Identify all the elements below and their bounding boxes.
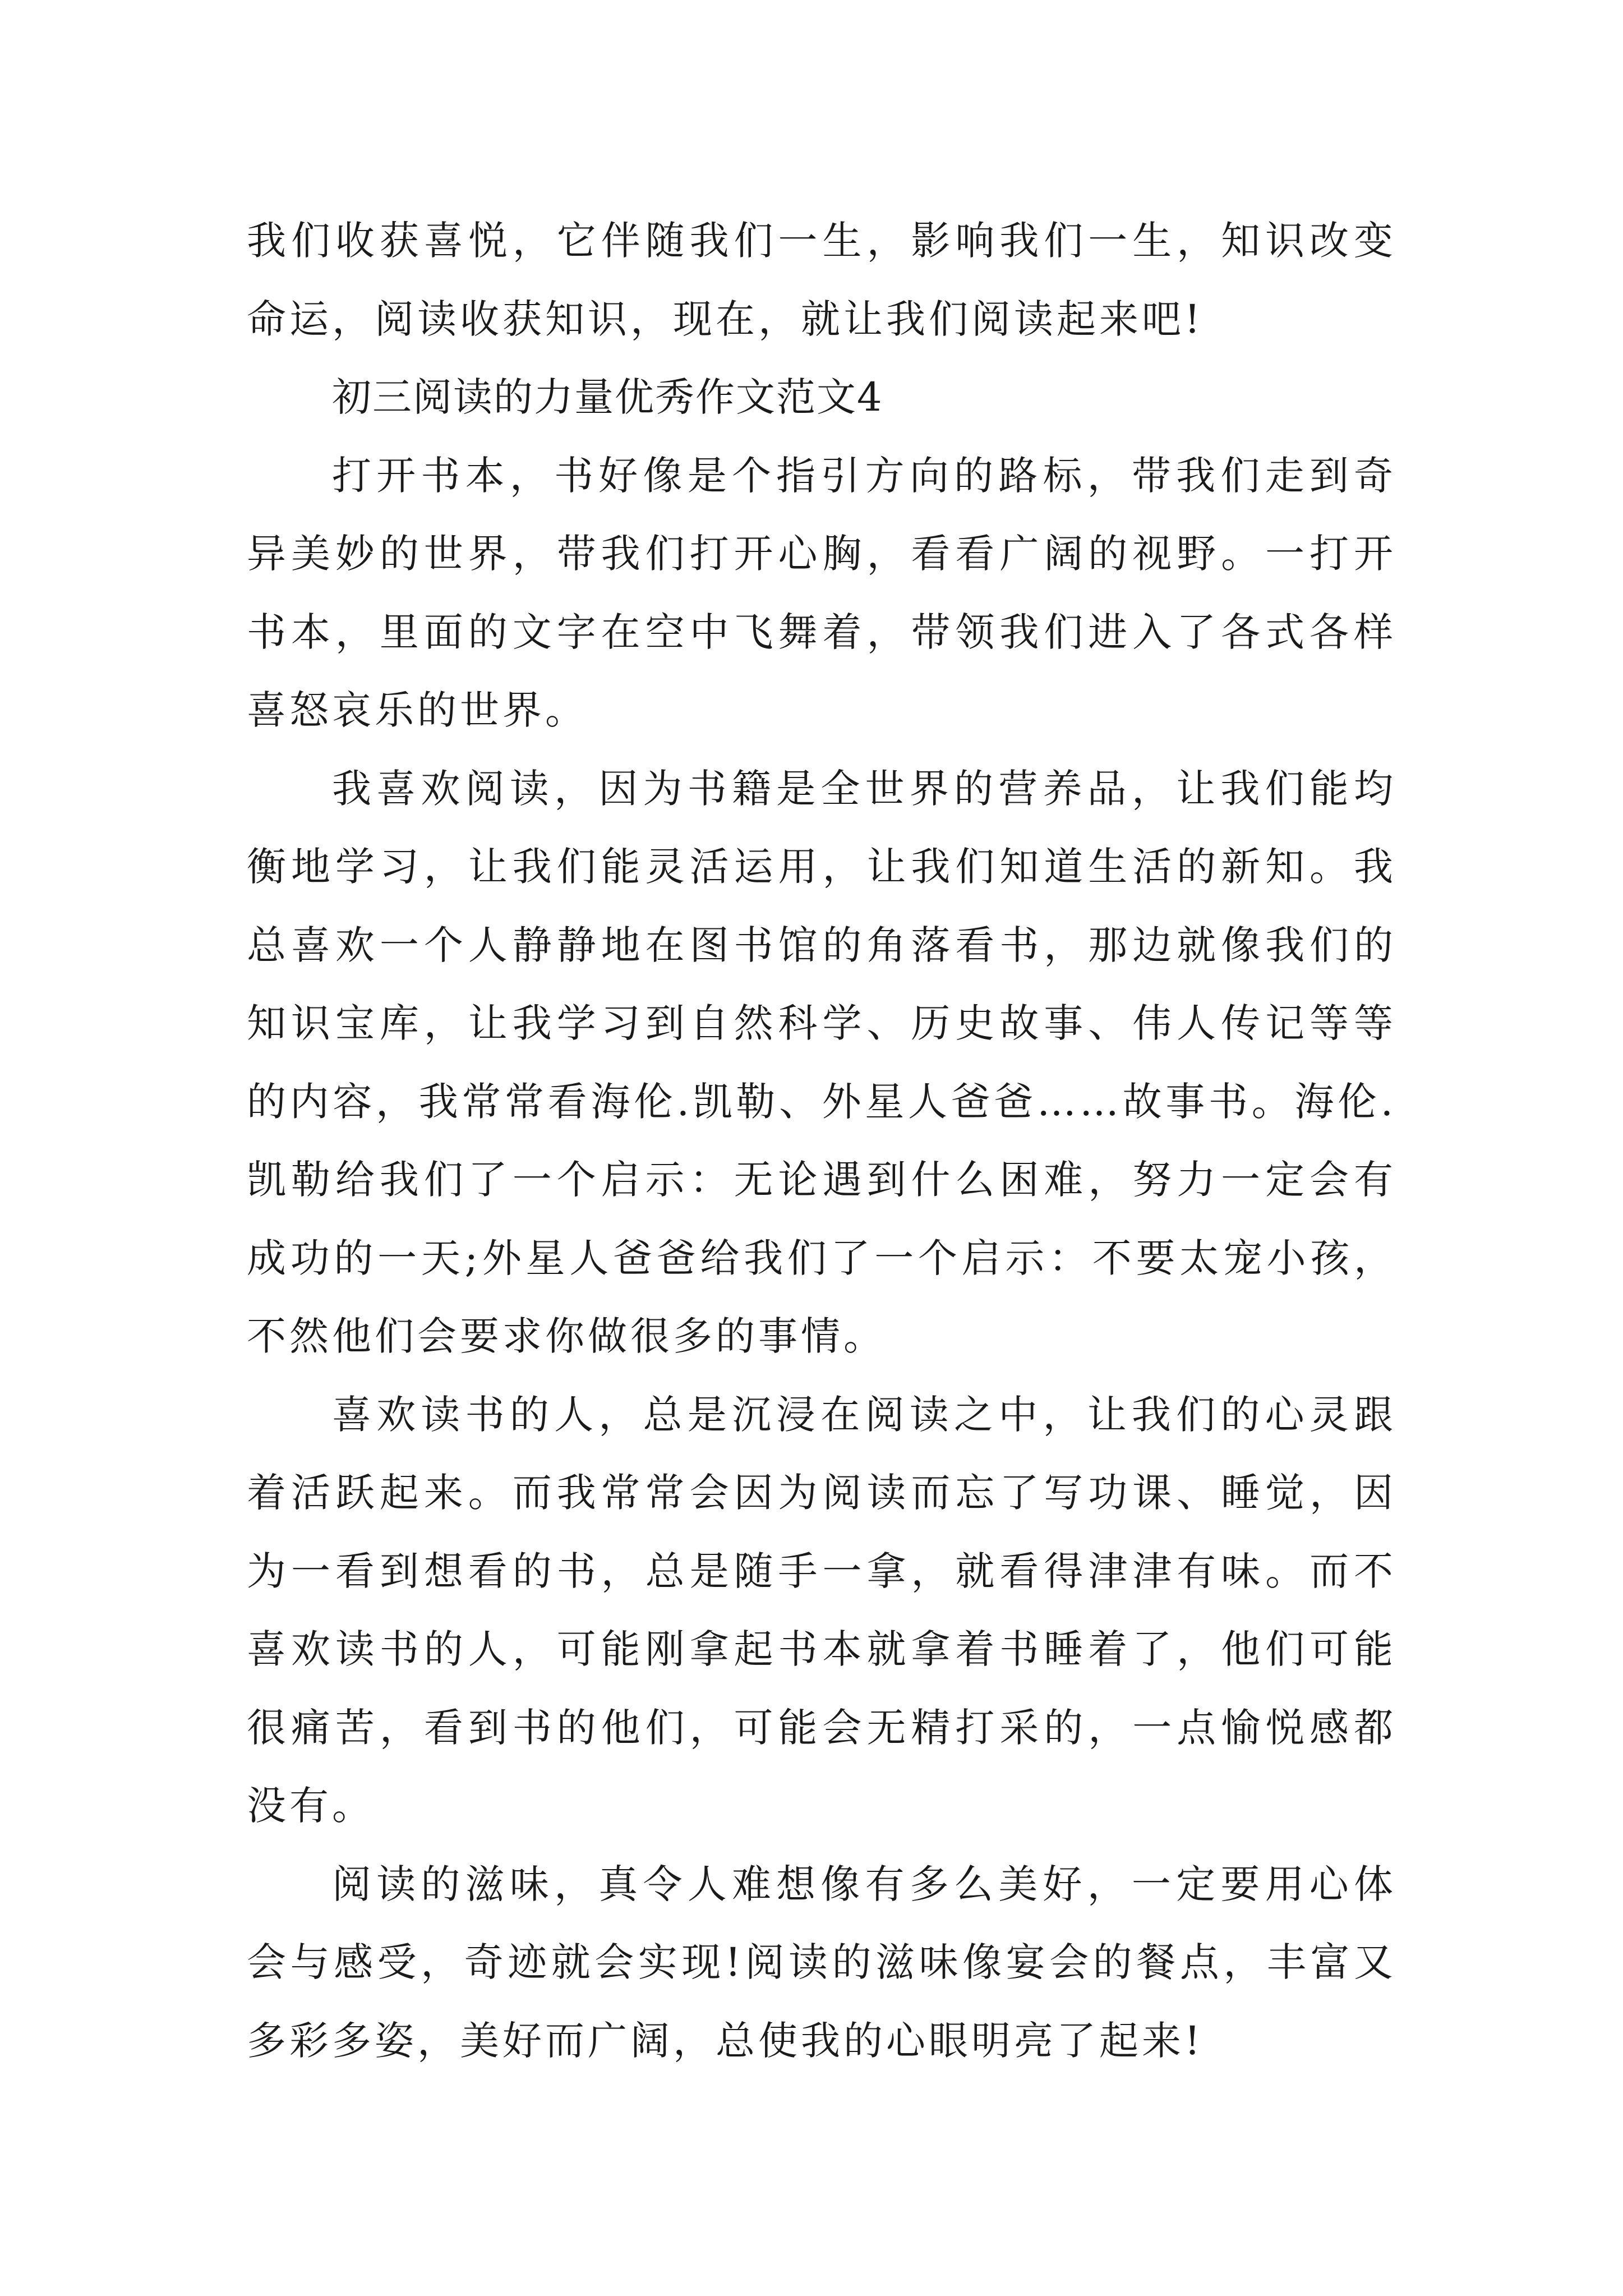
body-paragraph: 打开书本，书好像是个指引方向的路标，带我们走到奇异美妙的世界，带我们打开心胸，看看广阔的视野。一打开书本，里面的文字在空中飞舞着，带领我们进入了各式各样喜怒哀乐的世界。 [247, 452, 1396, 733]
document-body [247, 202, 1396, 2080]
continuation-paragraph: 我们收获喜悦，它伴随我们一生，影响我们一生，知识改变命运，阅读收获知识，现在，就让我们阅读起来吧! [247, 218, 1396, 342]
section-title: 初三阅读的力量优秀作文范文4 [332, 374, 883, 420]
body-paragraph: 喜欢读书的人，总是沉浸在阅读之中，让我们的心灵跟着活跃起来。而我常常会因为阅读而忘了写功课、睡觉，因为一看到想看的书，总是随手一拿，就看得津津有味。而不喜欢读书的人，可能刚拿起书本就拿着书睡着了，他们可能很痛苦，看到书的他们，可能会无精打采的，一点愉悦感都没有。 [247, 1391, 1396, 1829]
body-paragraph: 阅读的滋味，真令人难想像有多么美好，一定要用心体会与感受，奇迹就会实现!阅读的滋味像宴会的餐点，丰富又多彩多姿，美好而广阔，总使我的心眼明亮了起来! [247, 1861, 1396, 2064]
body-paragraph: 我喜欢阅读，因为书籍是全世界的营养品，让我们能均衡地学习，让我们能灵活运用，让我们知道生活的新知。我总喜欢一个人静静地在图书馆的角落看书，那边就像我们的知识宝库，让我学习到自然科学、历史故事、伟人传记等等的内容，我常常看海伦.凯勒、外星人爸爸……故事书。海伦.凯勒给我们了一个启示：无论遇到什么困难，努力一定会有成功的一天;外星人爸爸给我们了一个启示：不要太宠小孩，不然他们会要求你做很多的事情。 [247, 765, 1396, 1359]
